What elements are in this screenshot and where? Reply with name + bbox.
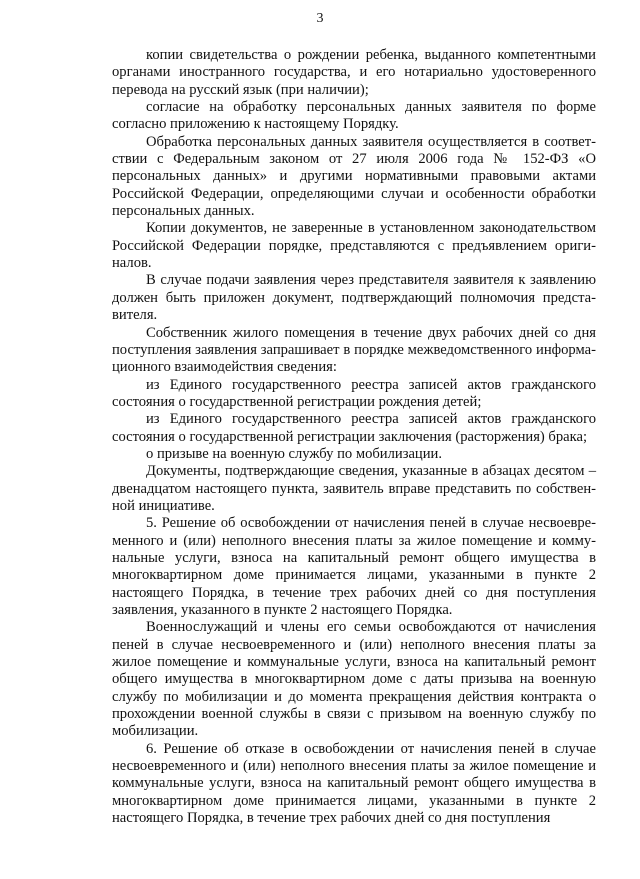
paragraph: Военнослужащий и члены его семьи освобождаются от начисления пеней в случае несвоевременного и (или) неполного внесения платы за жилое помещение и коммунальные услуги, взноса на капитальный ремонт общего имущества в многоквартирном доме с даты призыва на военную службу по мобилизации и до момента прекращения действия контракта о прохождении военной службы в связи с призывом на военную службу по мобилизации.	[112, 619, 596, 740]
paragraph: Документы, подтверждающие сведения, указанные в абзацах десятом – двенадцатом настоящего пункта, заявитель вправе представить по собственной инициативе.	[112, 463, 596, 514]
paragraph: о призыве на военную службу по мобилизации.	[146, 445, 443, 462]
paragraph: Копии документов, не заверенные в установленном законодательством Российской Федерации порядке, представляются с предъявлением оригиналов.	[112, 220, 596, 272]
paragraph: В случае подачи заявления через представителя заявителя к заявлению должен быть приложен документ, подтверждающий полномочия представителя.	[112, 272, 596, 324]
paragraph: копии свидетельства о рождении ребенка, выданного компетентными органами иностранного государства, и его нотариально удостоверенного перевода на русский язык (при наличии);	[112, 47, 596, 98]
paragraph: из Единого государственного реестра записей актов гражданского состояния о государственной регистрации заключения (расторжения) брака;	[112, 411, 596, 445]
page-number: 3	[316, 11, 324, 26]
paragraph: Собственник жилого помещения в течение двух рабочих дней со дня поступления заявления запрашивает в порядке межведомственного информационного взаимодействия сведения:	[112, 324, 596, 376]
paragraph: 6. Решение об отказе в освобождении от начисления пеней в случае несвоевременного и (или) неполного внесения платы за жилое помещение и коммунальные услуги, взноса на капитальный ремонт общего имущества в многоквартирном доме принимается лицами, указанными в пункте 2 настоящего Порядка, в течение трех рабочих дней со дня поступления	[112, 740, 596, 827]
paragraph: 5. Решение об освобождении от начисления пеней в случае несвоевременного и (или) неполного внесения платы за жилое помещение и коммунальные услуги, взноса на капитальный ремонт общего имущества в многоквартирном доме принимается лицами, указанными в пункте 2 настоящего Порядка, в течение трех рабочих дней со дня поступления заявления, указанного в пункте 2 настоящего Порядка.	[112, 515, 596, 618]
document-body	[112, 47, 596, 827]
paragraph: согласие на обработку персональных данных заявителя по форме согласно приложению к настоящему Порядку.	[112, 99, 596, 133]
paragraph: из Единого государственного реестра записей актов гражданского состояния о государственной регистрации рождения детей;	[112, 376, 596, 410]
paragraph: Обработка персональных данных заявителя осуществляется в соответствии с Федеральным законом от 27 июля 2006 года № 152-ФЗ «О персональных данных» и другими нормативными правовыми актами Российской Федерации, определяющими случаи и особенности обработки персональных данных.	[112, 133, 596, 220]
